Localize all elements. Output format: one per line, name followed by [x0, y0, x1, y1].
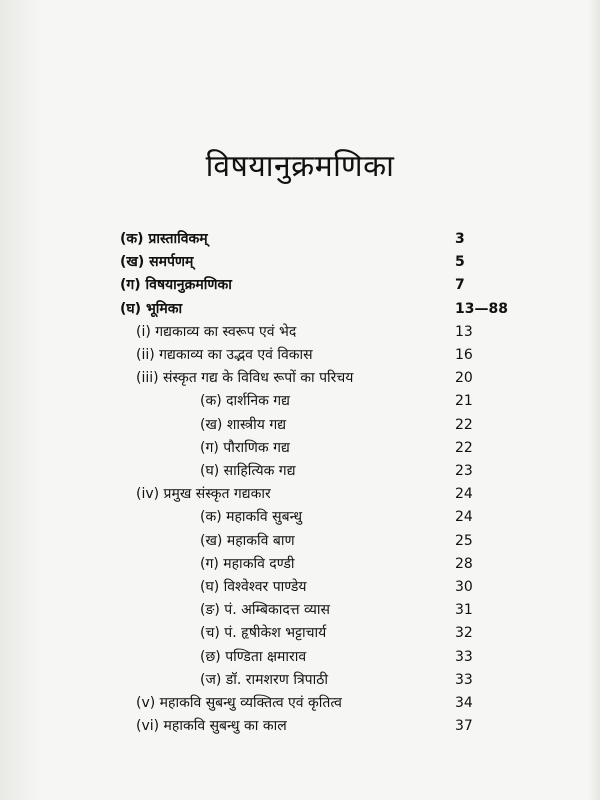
- toc-entry-page: 28: [455, 555, 473, 572]
- toc-entry-label: (घ) भूमिका: [120, 300, 183, 317]
- toc-entry: [0, 599, 600, 621]
- toc-entry-page: 24: [455, 509, 473, 526]
- toc-entry: [0, 715, 600, 737]
- toc-entry-label: (घ) विश्वेश्वर पाण्डेय: [200, 579, 307, 595]
- toc-entry-label: (vi) महाकवि सुबन्धु का काल: [136, 718, 287, 735]
- toc-entry-label: (क) दार्शनिक गद्य: [200, 393, 291, 410]
- toc-entry: [0, 530, 600, 552]
- toc-entry: [0, 622, 600, 644]
- toc-entry-label: (iii) संस्कृत गद्य के विविध रूपों का परिचय: [136, 370, 354, 387]
- toc-entry-page: 7: [455, 277, 465, 294]
- toc-entry-page: 31: [455, 602, 473, 619]
- toc-entry: [0, 321, 600, 343]
- toc-entry-label: (क) महाकवि सुबन्धु: [200, 509, 303, 526]
- toc-entry: [0, 390, 600, 412]
- toc-entry-page: 25: [455, 532, 473, 549]
- toc-entry-page: 21: [455, 393, 473, 410]
- toc-entry-label: (v) महाकवि सुबन्धु व्यक्तित्व एवं कृतित्व: [136, 695, 342, 711]
- toc-entry-label: (ख) शास्त्रीय गद्य: [200, 416, 287, 433]
- toc-entry-label: (ज) डॉ. रामशरण त्रिपाठी: [200, 671, 329, 688]
- toc-entry: [0, 553, 600, 575]
- toc-entry: [0, 692, 600, 714]
- toc-entry: [0, 274, 600, 296]
- toc-entry-page: 16: [455, 347, 473, 363]
- toc-entry: [0, 367, 600, 389]
- toc-entry-page: 20: [455, 370, 473, 387]
- toc-entry-page: 33: [455, 671, 473, 688]
- toc-entry-page: 32: [455, 625, 473, 642]
- toc-entry-page: 34: [455, 695, 473, 711]
- toc-entry-page: 13: [455, 323, 473, 340]
- toc-entry-page: 13—88: [455, 300, 508, 317]
- toc-entry-label: (घ) साहित्यिक गद्य: [200, 463, 296, 479]
- toc-entry-label: (च) पं. हृषीकेश भट्टाचार्य: [200, 625, 327, 642]
- toc-entry-page: 22: [455, 439, 473, 456]
- toc-entry: [0, 576, 600, 598]
- toc-entry: [0, 506, 600, 528]
- toc-entry-label: (छ) पण्डिता क्षमाराव: [200, 648, 307, 665]
- toc-entry-label: (ङ) पं. अम्बिकादत्त व्यास: [200, 602, 330, 619]
- toc-entry: [0, 460, 600, 482]
- toc-entry-page: 3: [455, 231, 465, 247]
- toc-entry: [0, 298, 600, 320]
- toc-entry: [0, 483, 600, 505]
- toc-entry-page: 33: [455, 648, 473, 665]
- toc-entry-label: (क) प्रास्ताविकम्: [120, 231, 208, 247]
- toc-entry-page: 22: [455, 416, 473, 433]
- toc-entry-page: 24: [455, 486, 473, 503]
- toc-entry-label: (ख) महाकवि बाण: [200, 532, 295, 549]
- toc-entry: [0, 646, 600, 668]
- toc-entry-label: (ग) विषयानुक्रमणिका: [120, 277, 232, 294]
- toc-entry-label: (ii) गद्यकाव्य का उद्भव एवं विकास: [136, 347, 313, 363]
- toc-entry-page: 37: [455, 718, 473, 735]
- toc-entry-label: (ग) महाकवि दण्डी: [200, 555, 295, 572]
- toc-entry-page: 5: [455, 254, 465, 271]
- toc-entry: [0, 437, 600, 459]
- toc-entry-label: (ग) पौराणिक गद्य: [200, 439, 290, 456]
- toc-entry-page: 23: [455, 463, 473, 479]
- toc-entry-page: 30: [455, 579, 473, 595]
- toc-entry-label: (ख) समर्पणम्: [120, 254, 194, 271]
- toc-entry: [0, 344, 600, 366]
- toc-entry: [0, 414, 600, 436]
- toc-entry-label: (i) गद्यकाव्य का स्वरूप एवं भेद: [136, 323, 297, 340]
- page-title: विषयानुक्रमणिका: [205, 149, 395, 185]
- toc-entry: [0, 669, 600, 691]
- toc-entry-label: (iv) प्रमुख संस्कृत गद्यकार: [136, 486, 271, 503]
- toc-entry: [0, 251, 600, 273]
- toc-entry: [0, 228, 600, 250]
